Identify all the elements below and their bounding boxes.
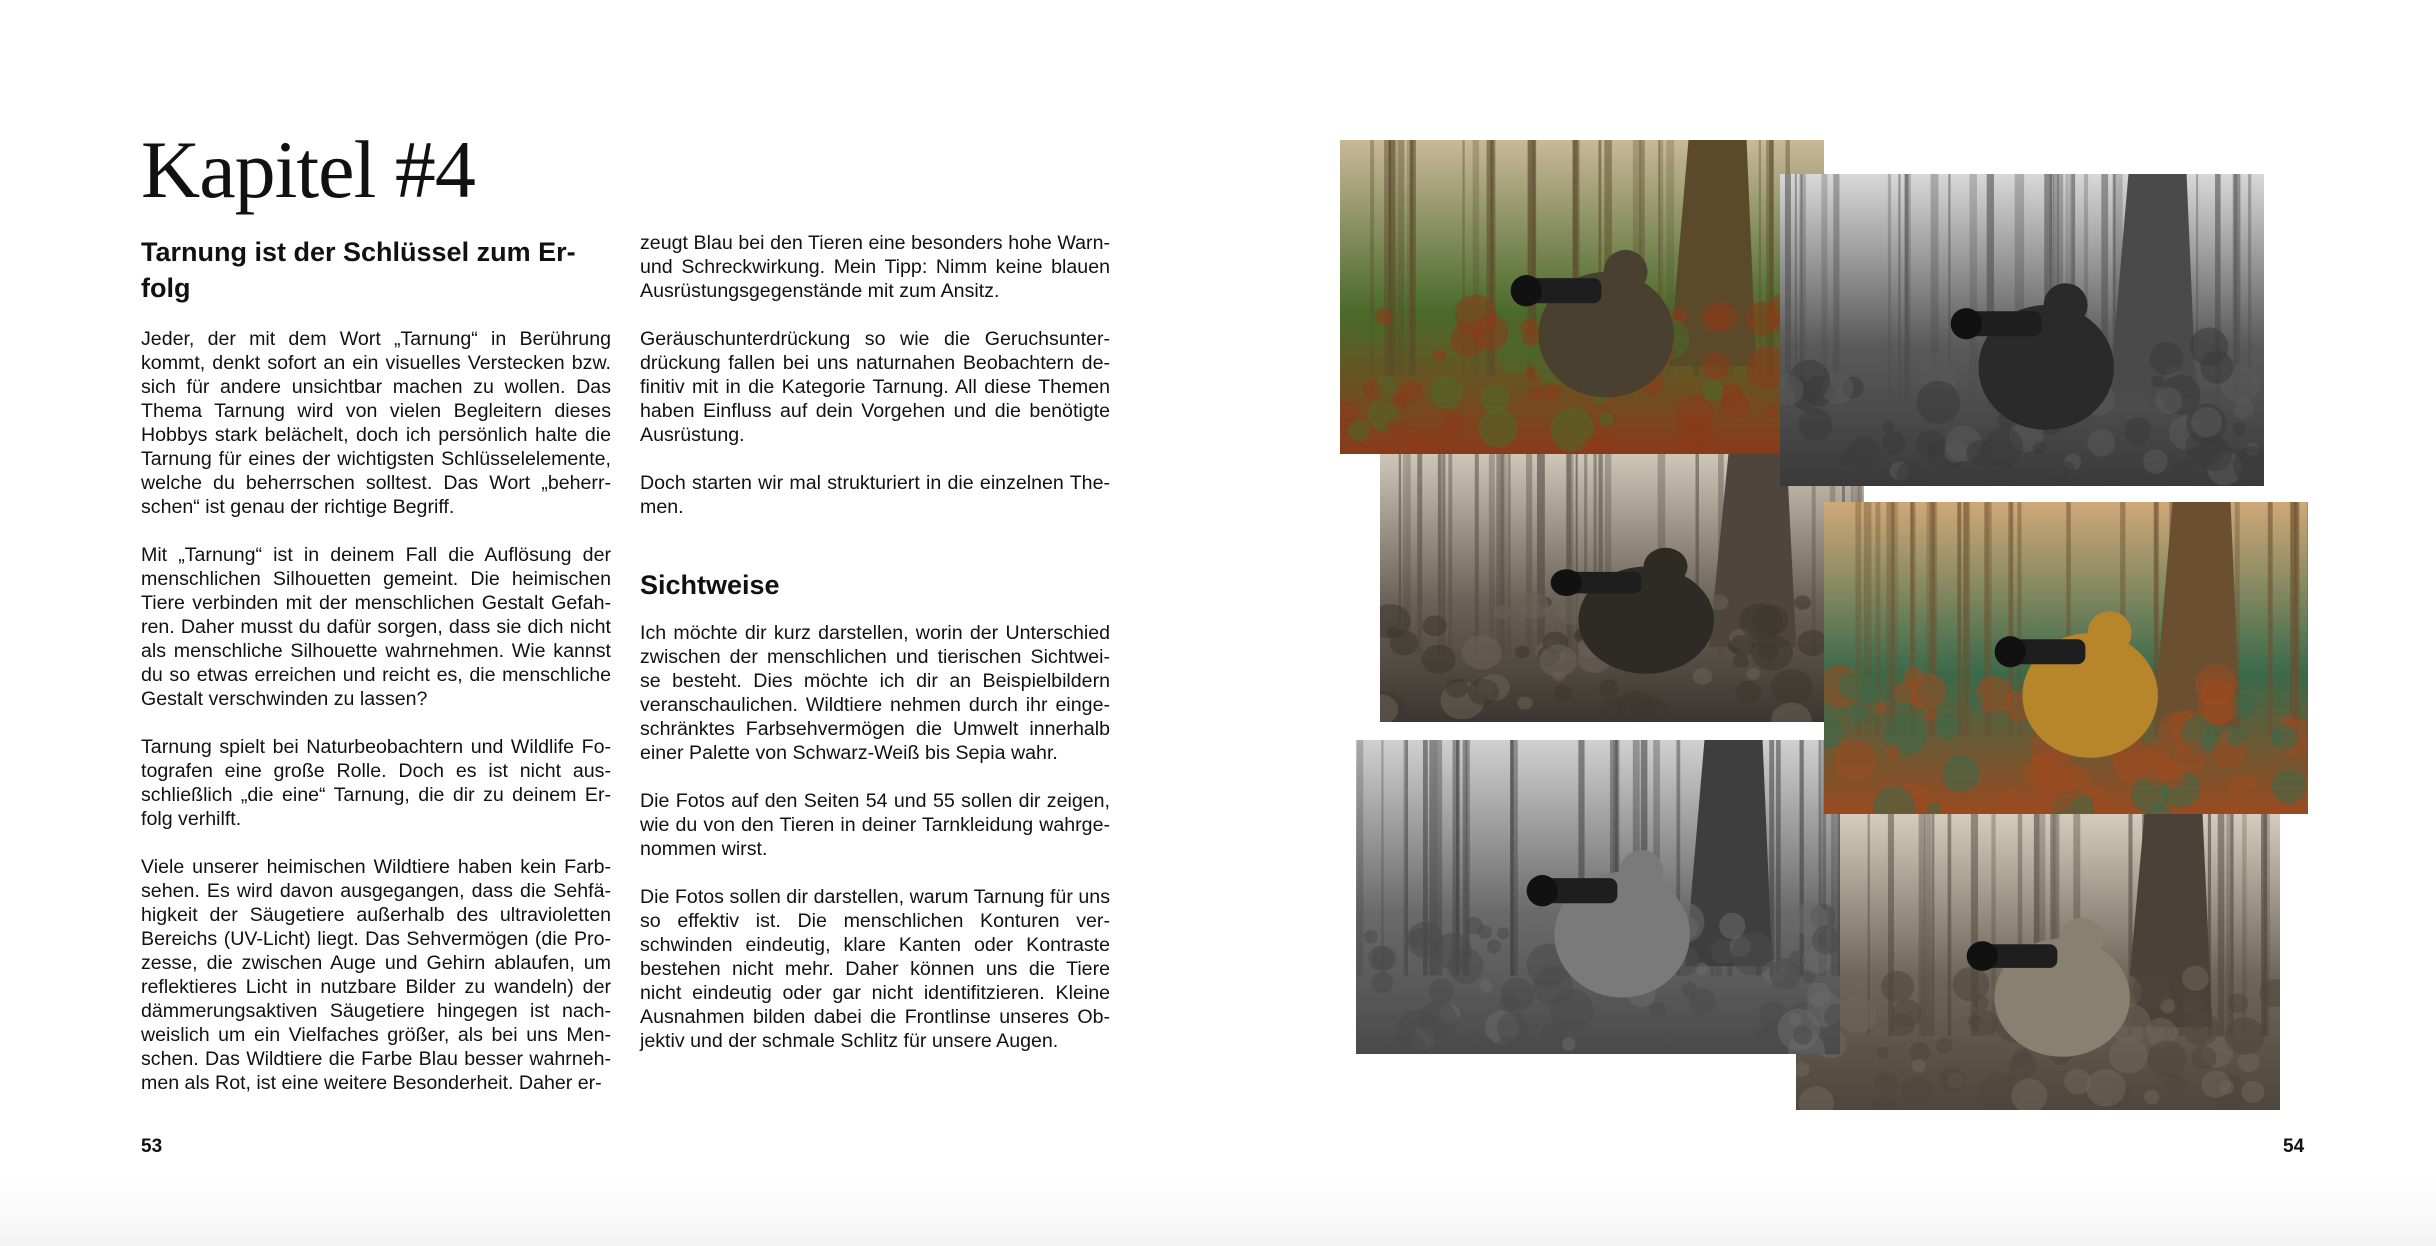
photo-sepia-camo-suit [1380,454,1864,722]
paragraph: Doch starten wir mal strukturiert in die einzelnen The-men. [640,472,1110,518]
photo-scene [1380,454,1864,722]
photo-bw-camo-net [1356,740,1840,1054]
page-number-right: 54 [2283,1136,2305,1157]
paragraph: Jeder, der mit dem Wort „Tarnung“ in Berührung kommt, denkt sofort an ein visuelles Verstecken bzw. sich für andere unsichtbar machen zu wollen. Das Thema Tarnung wird von vielen Begleitern dieses Hobbys stark belächelt, doch ich persönlich halte die Tarnung für eines der wichtigsten Schlüsselelemente, welche du beherrschen solltest. Das Wort „beherr-schen“ ist genau der richtige Begriff. [141,328,611,518]
section-heading-tarnung: Tarnung ist der Schlüssel zum Er- folg [141,237,576,303]
text-column-2 [640,231,1110,1077]
paragraph: Ich möchte dir kurz darstellen, worin der Unterschied zwischen der menschlichen und tierischen Sichtwei-se besteht. Dies möchte ich dir an Beispielbildern veranschaulichen. Wildtiere nehmen durch ihr einge-schränktes Farbsehvermögen die Umwelt innerhalb einer Palette von Schwarz-Weiß bis Sepia wahr. [640,622,1110,764]
paragraph: Die Fotos auf den Seiten 54 und 55 sollen dir zeigen, wie du von den Tieren in deiner Tarnkleidung wahrge-nommen wirst. [640,790,1110,860]
section-heading-sichtweise: Sichtweise [640,570,780,600]
paragraph: zeugt Blau bei den Tieren eine besonders hohe Warn- und Schreckwirkung. Mein Tipp: Nimm keine blauen Ausrüstungsgegenstände mit zum Ansitz. [640,232,1110,302]
paragraph: Viele unserer heimischen Wildtiere haben kein Farb-sehen. Es wird davon ausgegangen, dass die Sehfä-higkeit der Säugetiere außerhalb des ultravioletten Bereichs (UV-Licht) liegt. Das Sehvermögen (die Pro-zesse, die zwischen Auge und Gehirn ablaufen, um reflektieres Licht in nutzbare Bilder zu wandeln) der dämmerungsaktiven Säugetiere hingegen ist nach-weislich um ein Vielfaches größer, als bei uns Men-schen. Das Wildtiere die Farbe Blau besser wahrneh-men als Rot, ist eine weitere Besonderheit. Daher er- [141,856,611,1094]
photo-scene [1796,814,2280,1110]
photo-scene [1824,502,2308,814]
paragraph: Geräuschunterdrückung so wie die Geruchsunter-drückung fallen bei uns naturnahen Beobachtern de-finitiv mit in die Kategorie Tarnung. All diese Themen haben Einfluss auf dein Vorgehen und die benötigte Ausrüstung. [640,328,1110,446]
photo-sepia-camo-net [1796,814,2280,1110]
photo-bw-camo-suit [1780,174,2264,486]
photo-scene [1340,140,1824,454]
bottom-shade [0,1176,2436,1246]
photo-scene [1356,740,1840,1054]
paragraph: Tarnung spielt bei Naturbeobachtern und Wildlife Fo-tografen eine große Rolle. Doch es ist nicht aus-schließlich „die eine“ Tarnung, die dir zu deinem Er-folg verhilft. [141,736,611,830]
paragraph: Mit „Tarnung“ ist in deinem Fall die Auflösung der menschlichen Silhouetten gemeint. Die heimischen Tiere verbinden mit der menschlichen Gestalt Gefah-ren. Daher musst du dafür sorgen, dass sie dich nicht als menschliche Silhouette wahrnehmen. Wie kannst du so etwas erreichen und reicht es, die menschliche Gestalt verschwinden zu lassen? [141,544,611,710]
photo-scene [1780,174,2264,486]
text-column-1 [141,234,611,1119]
paragraph: Die Fotos sollen dir darstellen, warum Tarnung für uns so effektiv ist. Die menschlichen Konturen ver-schwinden eindeutig, klare Kanten oder Kontraste bestehen nicht mehr. Daher können uns die Tiere nicht eindeutig oder gar nicht identifitzieren. Kleine Ausnahmen bilden dabei die Frontlinse unseres Ob-jektiv und der schmale Schlitz für unsere Augen. [640,886,1110,1052]
chapter-title: Kapitel #4 [141,124,475,215]
page-number-left: 53 [141,1136,163,1157]
photo-color-camo-net [1824,502,2308,814]
photo-color-camo-suit [1340,140,1824,454]
